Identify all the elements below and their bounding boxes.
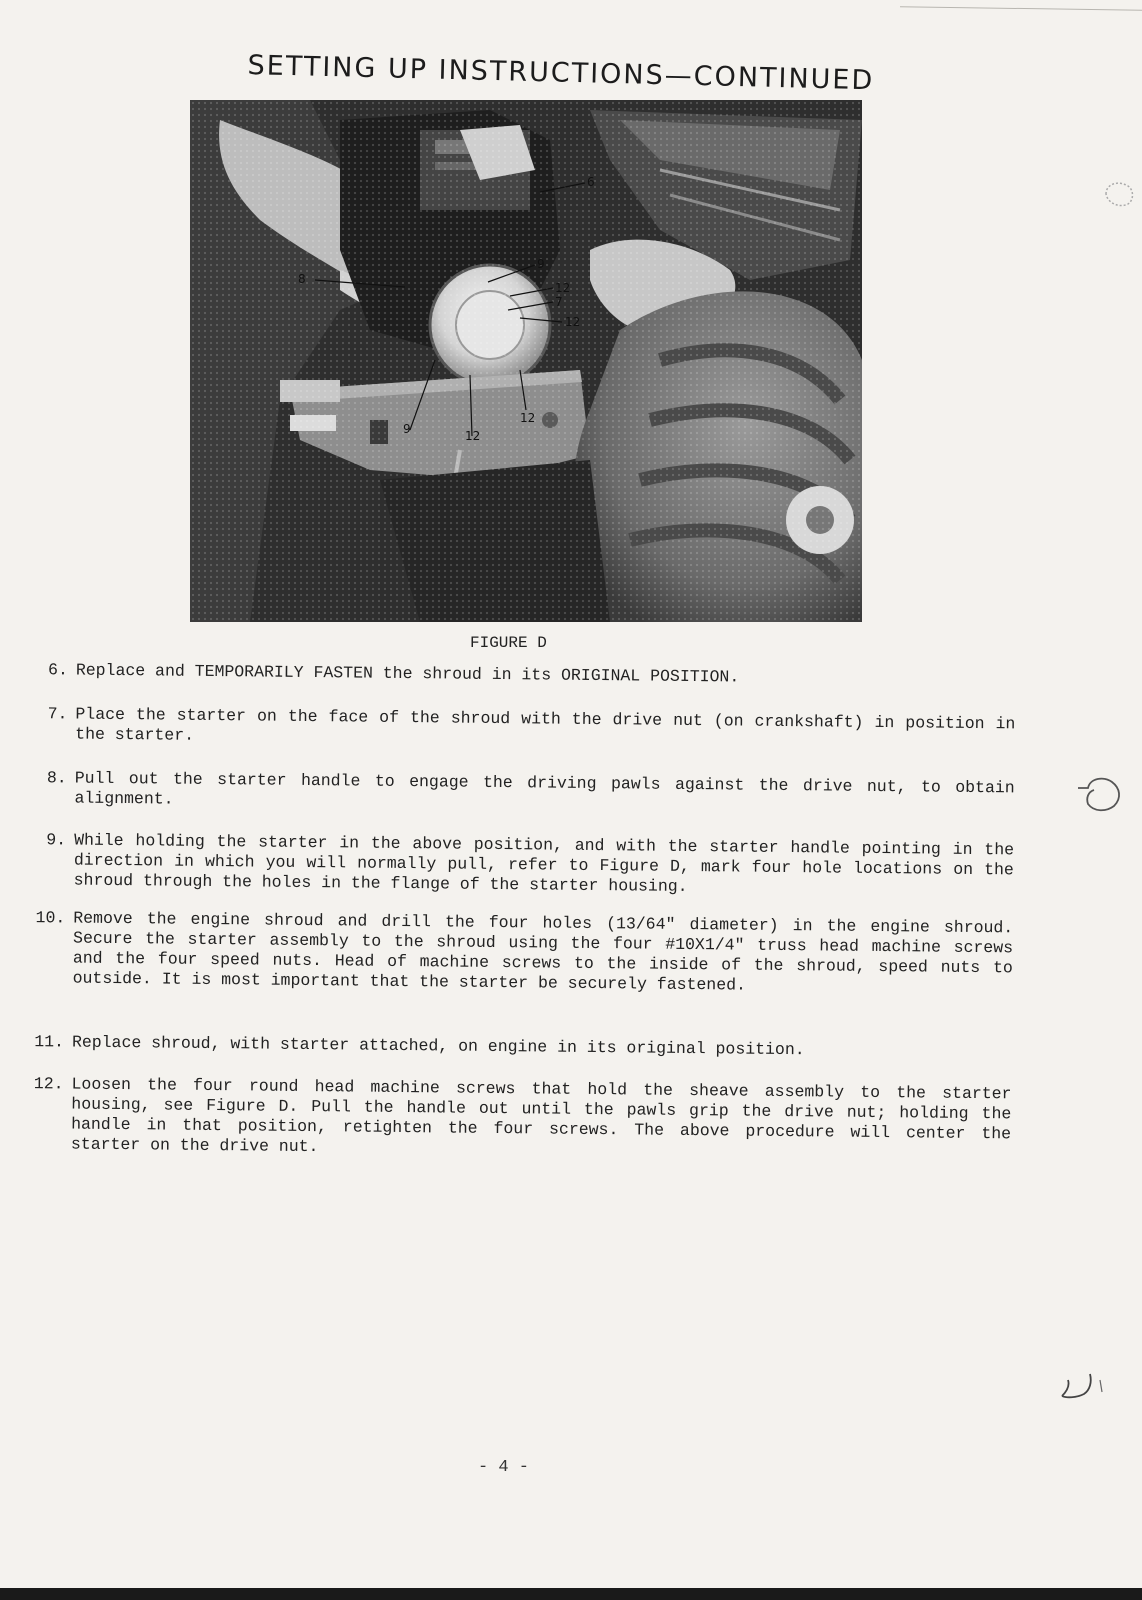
callout-6: 6 <box>587 175 595 189</box>
step-8 <box>23 768 1023 809</box>
callout-9-upper: 9 <box>537 257 545 271</box>
figure-caption: FIGURE D <box>470 634 547 652</box>
step-text: Place the starter on the face of the shroud with the drive nut (on crankshaft) in position in the starter. <box>75 704 1016 745</box>
scan-bottom-edge <box>0 1588 1142 1600</box>
step-9 <box>22 830 1022 896</box>
step-10 <box>21 908 1021 995</box>
step-number: 6. <box>47 660 68 680</box>
step-text: Loosen the four round head machine screws that hold the sheave assembly to the starter housing, see Figure D. Pull the handle out until the pawls grip the drive nut; holding the handle in that position, retighten the four screws. The above procedure will center the starter on the drive nut. <box>70 1074 1012 1157</box>
figure-d-photo <box>190 100 862 622</box>
scan-edge-line <box>900 6 1142 10</box>
step-7 <box>24 704 1024 745</box>
step-number: 8. <box>46 768 67 788</box>
step-6 <box>24 660 1024 687</box>
step-number: 7. <box>47 704 68 724</box>
step-12 <box>20 1074 1020 1157</box>
callout-8: 8 <box>298 272 306 286</box>
step-text: Remove the engine shroud and drill the four holes (13/64" diameter) in the engine shroud. Secure the starter assembly to the shroud using the four #10X1/4" truss head machine screws and the four speed nuts. Head of machine screws to the inside of the shroud, speed nuts to outside. It is most important that the starter be securely fastened. <box>72 908 1014 995</box>
page-number: - 4 - <box>478 1458 530 1477</box>
step-number: 12. <box>33 1074 64 1094</box>
punch-hole-mark-middle <box>1074 772 1128 818</box>
punch-hole-mark-bottom <box>1056 1362 1116 1402</box>
page-title: SETTING UP INSTRUCTIONS—CONTINUED <box>247 50 875 97</box>
step-text: Pull out the starter handle to engage the driving pawls against the drive nut, to obtain alignment. <box>74 768 1015 809</box>
step-text: While holding the starter in the above position, and with the starter handle pointing in the direction in which you will normally pull, refer to Figure D, mark four hole locations on the shroud through the holes in the flange of the starter housing. <box>73 830 1015 896</box>
step-number: 11. <box>34 1032 65 1052</box>
step-text: Replace shroud, with starter attached, on engine in its original position. <box>71 1032 805 1060</box>
callout-12-lower-right: 12 <box>520 411 536 425</box>
step-text: Replace and TEMPORARILY FASTEN the shroud in its ORIGINAL POSITION. <box>75 660 740 687</box>
step-number: 9. <box>46 830 67 850</box>
step-11 <box>20 1032 1020 1060</box>
callout-12-upper: 12 <box>555 281 571 295</box>
callout-12-middle: 12 <box>565 315 581 329</box>
step-number: 10. <box>35 908 66 928</box>
callout-7: 7 <box>555 295 563 309</box>
punch-hole-mark-top <box>1098 174 1138 214</box>
callout-9-lower: 9 <box>403 422 411 436</box>
callout-12-lower: 12 <box>465 429 481 443</box>
instruction-list <box>24 660 1024 1157</box>
